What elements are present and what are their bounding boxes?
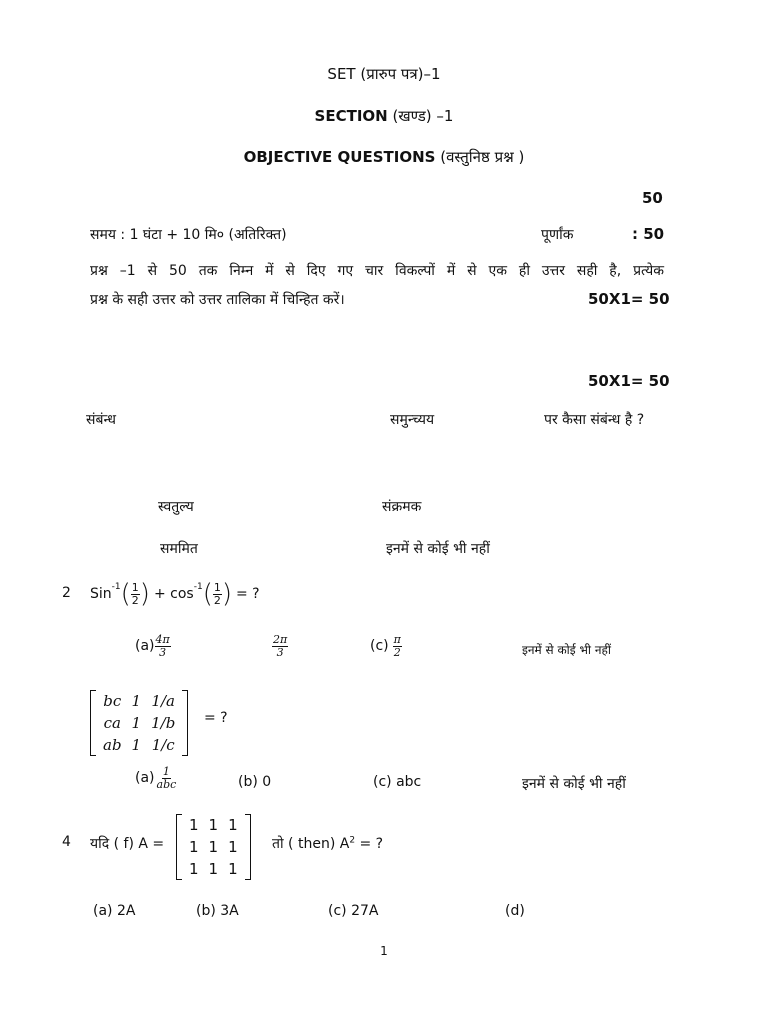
marks-formula-1: 50X1= 50 <box>588 290 670 308</box>
q2-option-b-num: 2π <box>273 633 288 646</box>
instructions-line-2: प्रश्न के सही उत्तर को उत्तर तालिका में चिन्हित करें। <box>90 292 345 308</box>
time-label: समय : 1 घंटा + 10 मि० (अतिरिक्त) <box>90 227 287 243</box>
marks-top: 50 <box>642 189 663 207</box>
q4-option-b: (b) 3A <box>196 903 239 919</box>
set-title: SET (प्रारुप पत्र)–1 <box>327 65 441 83</box>
q2-equals: = ? <box>236 586 260 602</box>
q2-inverse-2: -1 <box>193 582 203 592</box>
q3-cell: 1/b <box>151 714 176 732</box>
q1-option-c: सममित <box>160 541 198 557</box>
objective-title: OBJECTIVE QUESTIONS <box>243 148 436 166</box>
section-heading <box>0 106 768 126</box>
q3-matrix-row <box>98 734 180 756</box>
q4-matrix-row <box>184 814 243 836</box>
q4-cell: 1 <box>189 860 199 878</box>
q4-cell: 1 <box>208 816 219 834</box>
q4-option-c: (c) 27A <box>328 903 379 919</box>
q2-half-2: ( $\frac{1}{2}$ ) <box>202 579 232 609</box>
q3-cell: 1 <box>131 736 142 754</box>
q2-half-2-num: 1 <box>213 580 221 594</box>
q3-matrix-row <box>98 690 180 712</box>
q2-option-a-label: (a) <box>135 638 155 655</box>
q4-cell: 1 <box>228 838 238 856</box>
q3-matrix-row <box>98 712 180 734</box>
full-marks-value: : 50 <box>632 225 665 243</box>
q2-expression <box>90 577 260 611</box>
q4-number: 4 <box>62 834 71 850</box>
q3-option-b: (b) 0 <box>238 774 272 790</box>
q2-option-b <box>272 634 288 658</box>
q3-cell: 1 <box>131 692 142 710</box>
q4-cell: 1 <box>208 838 219 856</box>
q2-option-a <box>135 634 171 658</box>
q2-inverse-1: -1 <box>111 582 121 592</box>
q4-cell: 1 <box>208 860 219 878</box>
q2-half-2-den: 2 <box>213 593 221 607</box>
q1-word-3: पर कैसा संबंन्ध है ? <box>544 412 645 428</box>
q3-option-d: इनमें से कोई भी नहीं <box>522 776 626 792</box>
q3-equals: = ? <box>204 710 228 726</box>
q1-option-b: संक्रमक <box>382 499 422 515</box>
q3-option-a-den: abc <box>156 777 177 791</box>
q3-option-a <box>135 766 176 790</box>
section-title: SECTION <box>314 107 388 125</box>
q4-matrix <box>176 814 251 880</box>
q2-option-d: इनमें से कोई भी नहीं <box>522 643 611 657</box>
q2-half-1-den: 2 <box>131 593 139 607</box>
full-marks-label: पूर्णांक <box>541 227 574 243</box>
page-number: 1 <box>380 944 388 958</box>
q2-option-c <box>370 634 402 658</box>
q2-option-a-den: 3 <box>159 645 167 659</box>
q4-equals: = ? <box>355 836 384 852</box>
q4-square: 2 <box>349 835 356 846</box>
q1-option-d: इनमें से कोई भी नहीं <box>386 541 490 557</box>
q4-cell: 1 <box>228 816 238 834</box>
q2-option-c-den: 2 <box>393 645 401 659</box>
marks-formula-2: 50X1= 50 <box>588 372 670 390</box>
q3-cell: bc <box>103 692 122 710</box>
q4-cell: 1 <box>228 860 238 878</box>
q3-option-a-label: (a) <box>135 770 155 787</box>
section-title-hindi: (खण्ड) –1 <box>392 107 454 125</box>
q4-prefix: यदि ( f) A = <box>90 836 165 852</box>
q2-plus-cos: + cos <box>153 586 194 602</box>
q2-option-a-num: 4π <box>155 633 170 646</box>
q1-word-2: समुन्च्यय <box>390 412 435 428</box>
q2-half-1-num: 1 <box>131 580 139 594</box>
instructions-line-1: प्रश्न –1 से 50 तक निम्न में से दिए गए चार विकल्पों में से एक ही उत्तर सही है, प्रत्येक <box>90 263 664 279</box>
q3-cell: ca <box>103 714 121 732</box>
q4-cell: 1 <box>189 816 199 834</box>
q4-then-text: तो ( then) A <box>272 836 350 852</box>
q2-option-c-num: π <box>393 633 401 646</box>
objective-heading <box>0 147 768 167</box>
q4-option-d: (d) <box>505 903 525 919</box>
q3-option-c: (c) abc <box>373 774 422 790</box>
q2-half-1: ( $\frac{1}{2}$ ) <box>120 579 150 609</box>
q2-sin: Sin <box>90 586 112 602</box>
objective-title-hindi: (वस्तुनिष्ठ प्रश्न ) <box>440 148 525 166</box>
q1-option-a: स्वतुल्य <box>158 499 194 515</box>
q3-matrix <box>90 690 188 756</box>
q1-word-1: संबंन्ध <box>86 412 116 428</box>
q4-matrix-row <box>184 836 243 858</box>
q3-cell: 1/c <box>151 736 175 754</box>
q2-option-c-label: (c) <box>370 638 389 655</box>
q4-then <box>272 834 383 853</box>
q2-number: 2 <box>62 585 71 601</box>
q2-option-b-den: 3 <box>276 645 284 659</box>
q3-cell: ab <box>103 736 122 754</box>
q4-cell: 1 <box>189 838 199 856</box>
q4-option-a: (a) 2A <box>93 903 136 919</box>
q3-cell: 1/a <box>151 692 175 710</box>
q3-cell: 1 <box>131 714 142 732</box>
q3-option-a-num: 1 <box>162 765 170 778</box>
q4-matrix-row <box>184 858 243 880</box>
